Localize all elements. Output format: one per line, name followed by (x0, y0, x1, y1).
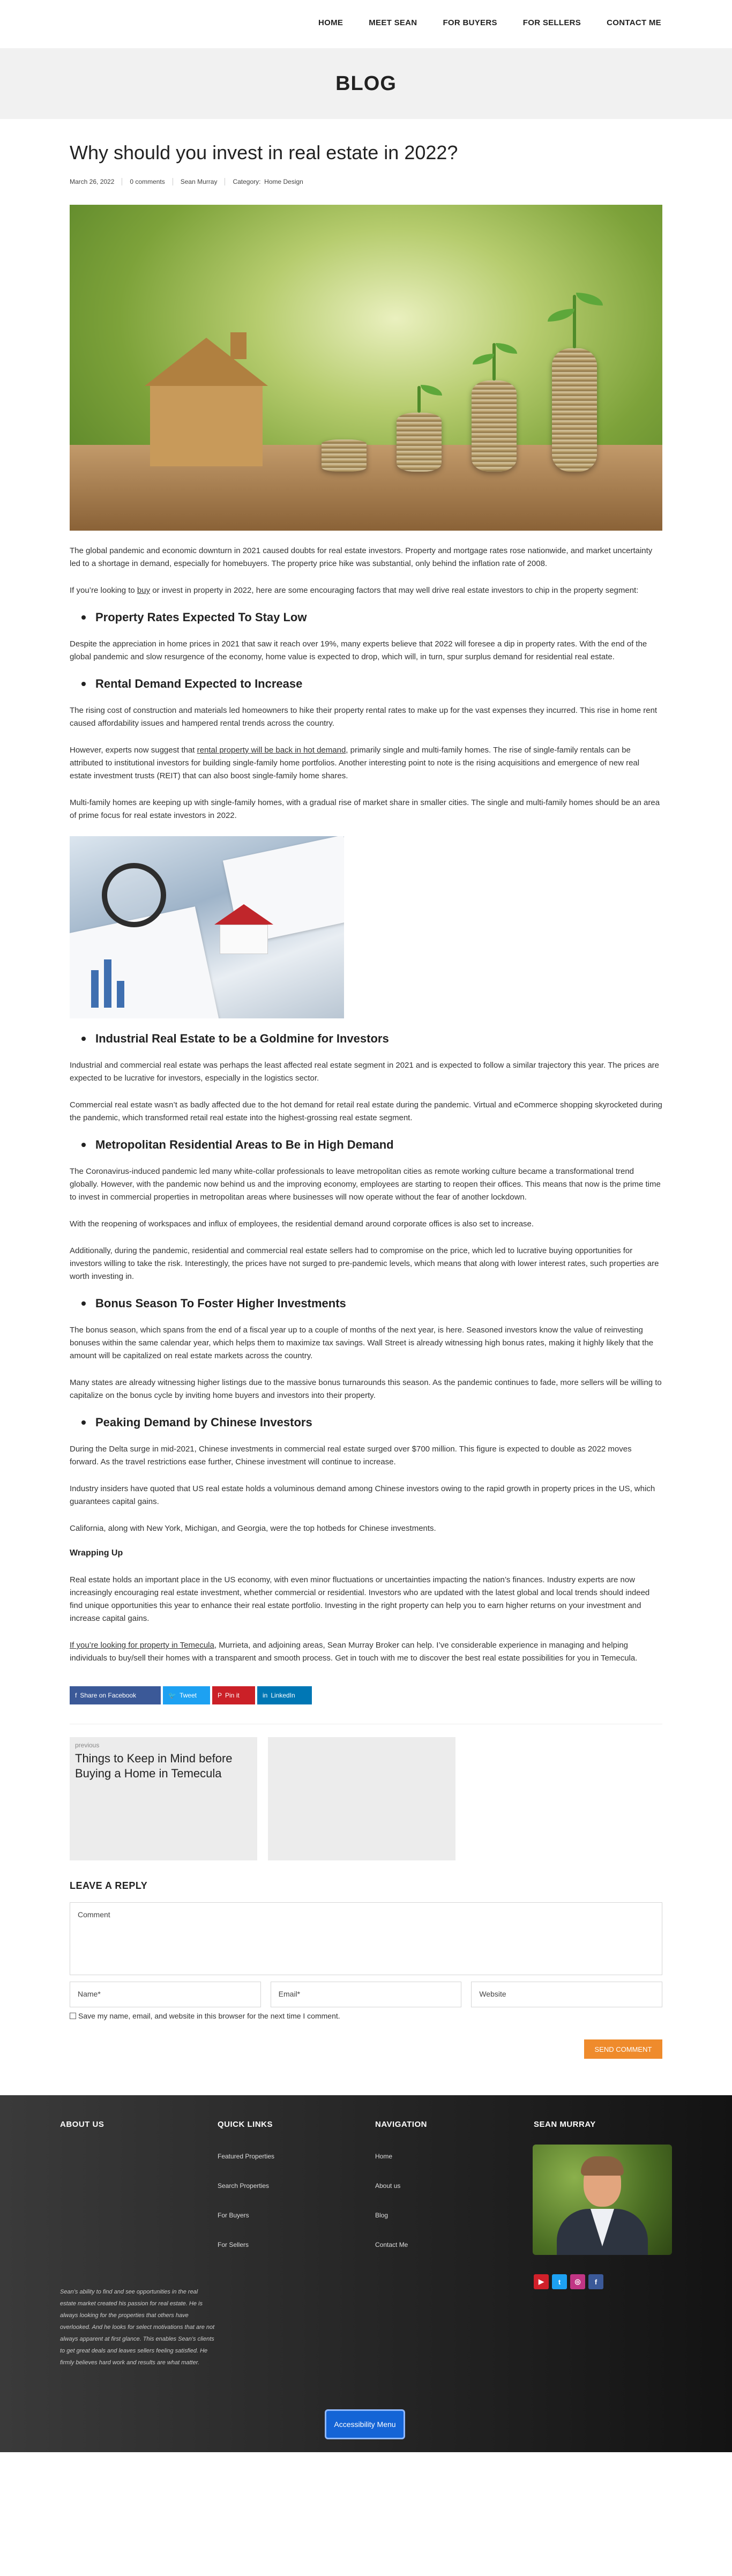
house-model-image (70, 836, 344, 1018)
post-comments-link[interactable]: 0 comments (122, 178, 172, 185)
section-heading: Peaking Demand by Chinese Investors (70, 1416, 662, 1429)
linkedin-icon: in (263, 1692, 268, 1699)
section-heading: Rental Demand Expected to Increase (70, 677, 662, 690)
post-author-link[interactable]: Sean Murray (173, 178, 225, 185)
name-field[interactable]: Name* (70, 1982, 261, 2007)
youtube-icon[interactable]: ▶ (534, 2274, 549, 2289)
footer-about-column (60, 2120, 104, 2129)
post-title: Why should you invest in real estate in 2022? (70, 142, 458, 163)
paragraph: The rising cost of construction and materials led homeowners to hike their property rental rates to make up for the vast expenses they incurred. This rise in home rent caused affordability issues and hampered rental trends across the country. (70, 706, 658, 728)
site-footer (0, 2095, 732, 2452)
previous-label: previous (75, 1741, 100, 1749)
comment-textarea[interactable]: Comment (70, 1902, 662, 1975)
post-date: March 26, 2022 (70, 178, 115, 185)
share-buttons (70, 1686, 662, 1704)
save-info-label: Save my name, email, and website in this browser for the next time I comment. (78, 2012, 340, 2020)
paragraph: If you’re looking for property in Temecula, Murrieta, and adjoining areas, Sean Murray Broker can help. I’ve considerable experience in managing and helping individuals to buy/sell their homes with a transparent and smooth process. Get in touch with me to discover the best real estate possibilities for you in Temecula. (70, 1641, 638, 1663)
send-comment-button[interactable]: SEND COMMENT (584, 2039, 662, 2059)
coin-stack-2 (397, 413, 442, 472)
twitter-icon[interactable]: t (552, 2274, 567, 2289)
footer-navigation (375, 2120, 427, 2270)
hero-image (70, 205, 662, 531)
paragraph: The global pandemic and economic downturn in 2021 caused doubts for real estate investors. Property and mortgage rates rose nationwide, and market uncertainty led to a shortage in demand, especially for homebuyers. The property price hike was substantial, only behind the inflation rate of 2008. (70, 546, 653, 568)
nav-meet-sean[interactable]: MEET SEAN (369, 18, 417, 27)
temecula-property-link[interactable]: If you’re looking for property in Temecula (70, 1641, 214, 1650)
paragraph: During the Delta surge in mid-2021, Chinese investments in commercial real estate surged over $700 million. This figure is expected to double as 2022 moves forward. As the travel restrictions ease further, Chinese investment will continue to increase. (70, 1445, 632, 1466)
house-model (214, 906, 273, 954)
paragraph: Industry insiders have quoted that US real estate holds a voluminous demand among Chinese investors owing to the rapid growth in property prices in the US, which guarantees capital gains. (70, 1484, 655, 1506)
paragraph: With the reopening of workspaces and influx of employees, the residential demand around corporate offices is also set to increase. (70, 1219, 534, 1229)
footer-sean-title: SEAN MURRAY (534, 2120, 596, 2129)
paragraph: Additionally, during the pandemic, residential and commercial real estate sellers had to compromise on the price, which led to lucrative buying opportunities for investors willing to take the risk. Interestingly, the prices have not surged to pre-pandemic levels, which means that along with lower interest rates, such properties are worth investing in. (70, 1246, 659, 1281)
coin-stack-4 (552, 348, 597, 472)
facebook-icon[interactable]: f (588, 2274, 603, 2289)
paragraph: The bonus season, which spans from the end of a fiscal year up to a couple of months of the next year, is here. Seasoned investors know the value of reinvesting bonuses within the same calendar year, which helps them to maximize tax savings. Wall Street is already witnessing high bonus rates, making it highly likely that the amount will be capitalized on real estate markets across the country. (70, 1326, 654, 1360)
paragraph: Real estate holds an important place in the US economy, with even minor fluctuations or uncertainties impacting the nation’s finances. Industry experts are now increasingly encouraging real estate investment, whether commercial or residential. Investors who are updated with the latest global and local trends should indeed find unique opportunities this year to enhance their real estate portfolio. Investing in the right property can help you to earn higher returns on your investment and increase capital gains. (70, 1575, 650, 1623)
save-info-checkbox[interactable] (70, 2013, 76, 2019)
post-article (70, 119, 662, 2059)
category-label: Category: (233, 178, 261, 185)
category-link[interactable]: Home Design (264, 178, 303, 185)
rental-property-link[interactable]: rental property will be back in hot demand (197, 746, 346, 755)
footer-nav-blog[interactable]: Blog (375, 2212, 389, 2219)
save-info-checkbox-row[interactable] (70, 2012, 662, 2020)
previous-post-card[interactable] (70, 1737, 257, 1860)
nav-home[interactable]: HOME (318, 18, 343, 27)
instagram-icon[interactable]: ◎ (570, 2274, 585, 2289)
section-heading: Metropolitan Residential Areas to Be in High Demand (70, 1138, 662, 1151)
sean-photo (533, 2145, 672, 2255)
footer-link-featured-properties[interactable]: Featured Properties (218, 2153, 275, 2160)
footer-link-for-buyers[interactable]: For Buyers (218, 2212, 249, 2219)
email-field[interactable]: Email* (271, 1982, 462, 2007)
footer-link-search-properties[interactable]: Search Properties (218, 2182, 270, 2190)
footer-quick-links (218, 2120, 274, 2270)
previous-post-title: Things to Keep in Mind before Buying a Home in Temecula (75, 1752, 233, 1780)
post-content (70, 545, 662, 1665)
footer-sean-column (534, 2120, 596, 2129)
submit-row (70, 2039, 662, 2059)
footer-social-icons (534, 2274, 603, 2289)
post-meta (70, 178, 662, 185)
nav-for-buyers[interactable]: FOR BUYERS (443, 18, 497, 27)
coin-stack-1 (322, 440, 367, 472)
footer-link-for-sellers[interactable]: For Sellers (218, 2241, 249, 2249)
accessibility-menu-button[interactable]: Accessibility Menu (325, 2409, 405, 2439)
paragraph: California, along with New York, Michigan, and Georgia, were the top hotbeds for Chinese investments. (70, 1524, 436, 1533)
paragraph: Many states are already witnessing higher listings due to the massive bonus turnarounds this season. As the pandemic continues to fade, more sellers will be willing to capitalize on the bonus cycle by inviting home buyers and investors into their property. (70, 1378, 662, 1400)
wrap-up-heading: Wrapping Up (70, 1548, 123, 1558)
nav-for-sellers[interactable]: FOR SELLERS (522, 18, 581, 27)
footer-nav-home[interactable]: Home (375, 2153, 393, 2160)
comment-form (70, 1880, 662, 2059)
nav-contact-me[interactable]: CONTACT ME (607, 18, 661, 27)
footer-quick-title: QUICK LINKS (218, 2120, 273, 2129)
post-category (225, 178, 310, 185)
paragraph: Industrial and commercial real estate was perhaps the least affected real estate segment in 2021 and is expected to follow a similar trajectory this year. The prices are expected to be lucrative for investors, especially in the logistics sector. (70, 1061, 660, 1083)
twitter-icon: 🐦 (168, 1692, 176, 1699)
footer-nav-title: NAVIGATION (375, 2120, 427, 2129)
page-banner (0, 48, 732, 119)
magnifying-glass (102, 863, 166, 927)
next-post-card (268, 1737, 455, 1860)
pinterest-icon: P (218, 1692, 222, 1699)
buy-link[interactable]: buy (137, 586, 151, 595)
paragraph: Commercial real estate wasn’t as badly affected due to the hot demand for retail real estate during the pandemic. Virtual and eCommerce shopping skyrocketed during the pandemic, which transformed retail real estate into the highest-grossing real estate segment. (70, 1100, 662, 1122)
post-navigation (70, 1724, 662, 1855)
footer-about-text: Sean’s ability to find and see opportunities in the real estate market created his passion for real estate. He is always looking for the properties that others have overlooked. And he looks for select motivations that are not always apparent at first glance. This enables Sean’s clients to get great deals and leaves sellers feeling satisfied. He firmly believes hard work and results are what matter. (60, 2289, 215, 2366)
website-field[interactable]: Website (471, 1982, 662, 2007)
share-facebook-button[interactable]: f Share on Facebook (70, 1686, 161, 1704)
section-heading: Property Rates Expected To Stay Low (70, 611, 662, 624)
paragraph: The Coronavirus-induced pandemic led many white-collar professionals to leave metropolitan cities as remote working culture became a transformational trend globally. However, with the pandemic now behind us and the improving economy, employees are starting to reopen their offices. This means that now is the prime time to invest in commercial properties in metropolitan areas where businesses will now operate without the fear of another lockdown. (70, 1167, 661, 1202)
page-title: BLOG (335, 72, 397, 95)
comment-fields (70, 1982, 662, 2007)
coin-stack-3 (472, 381, 517, 472)
reply-title: LEAVE A REPLY (70, 1880, 148, 1891)
footer-about-title: ABOUT US (60, 2120, 104, 2129)
hero-wooden-house (150, 343, 263, 466)
footer-nav-about[interactable]: About us (375, 2182, 401, 2190)
paragraph: Despite the appreciation in home prices in 2021 that saw it reach over 19%, many experts believe that 2022 will foresee a dip in property rates. With the end of the global pandemic and slow resurgence of the economy, home value is expected to drop, which will, in turn, spur surplus demand for residential real estate. (70, 639, 647, 661)
share-linkedin-button[interactable]: in LinkedIn (257, 1686, 312, 1704)
paragraph: If you’re looking to buy or invest in property in 2022, here are some encouraging factors that may well drive real estate investors to chip in the property segment: (70, 586, 639, 595)
share-twitter-button[interactable]: 🐦 Tweet (163, 1686, 210, 1704)
paragraph: However, experts now suggest that rental property will be back in hot demand, primarily single and multi-family homes. The rise of single-family rentals can be attributed to institutional investors for building single-family home portfolios. Another interesting point to note is the rising acquisitions and emergence of new real estate investment trusts (REIT) that can also boost single-family home shares. (70, 746, 640, 780)
main-nav (318, 18, 661, 27)
facebook-icon: f (75, 1692, 77, 1699)
footer-nav-contact[interactable]: Contact Me (375, 2241, 408, 2249)
paragraph: Multi-family homes are keeping up with single-family homes, with a gradual rise of market share in smaller cities. The single and multi-family homes should be an area of prime focus for real estate investors in 2022. (70, 798, 660, 820)
share-pinterest-button[interactable]: P Pin it (212, 1686, 255, 1704)
section-heading: Bonus Season To Foster Higher Investments (70, 1297, 662, 1310)
site-header (0, 0, 732, 48)
section-heading: Industrial Real Estate to be a Goldmine for Investors (70, 1032, 662, 1045)
